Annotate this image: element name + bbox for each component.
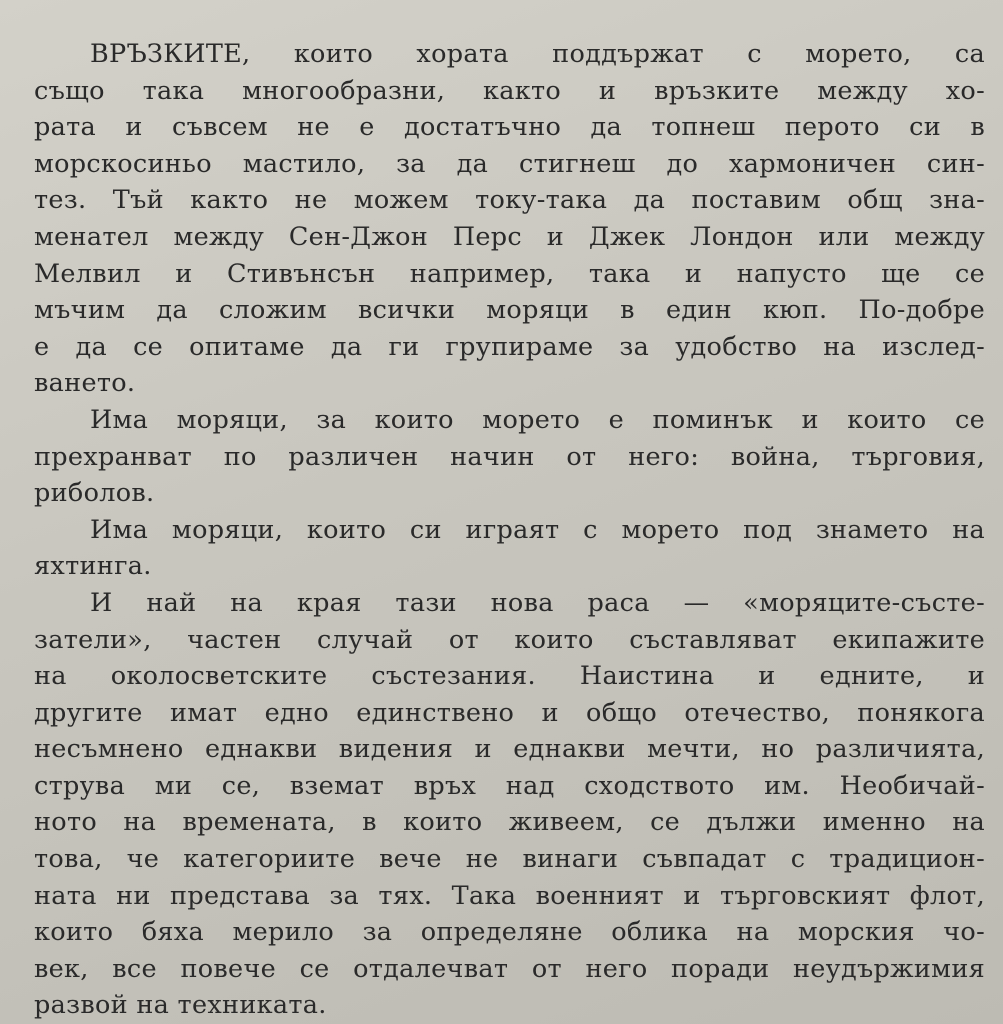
paragraph-3: [34, 512, 985, 585]
body-text: [34, 36, 985, 1024]
text-line: прехранват по различен начин от него: война, търговия,: [34, 441, 985, 472]
text-line: които бяха мерило за определяне облика на морския чо-: [34, 917, 985, 948]
text-line: ВРЪЗКИТЕ, които хората поддържат с морето, са: [90, 39, 985, 69]
text-line: яхтинга.: [34, 551, 152, 582]
text-line: рата и съвсем не е достатъчно да топнеш перото си в: [34, 112, 985, 143]
text-line: мъчим да сложим всички моряци в един кюп. По-добре: [34, 295, 985, 326]
paragraph-1: [34, 36, 985, 402]
text-line: менател между Сен-Джон Перс и Джек Лондон или между: [34, 221, 985, 252]
text-line: струва ми се, вземат връх над сходството им. Необичай-: [34, 770, 985, 801]
text-line: развой на техниката.: [34, 990, 327, 1021]
text-line: това, че категориите вече не винаги съвпадат с традицион-: [34, 844, 985, 875]
text-line: затели», частен случай от които съставляват екипажите: [34, 624, 985, 655]
text-line: Има моряци, които си играят с морето под знамето на: [90, 514, 985, 545]
paragraph-4: [34, 585, 985, 1024]
text-line: Мелвил и Стивънсън например, така и напусто ще се: [34, 258, 985, 289]
text-line: също така многообразни, както и връзките между хо-: [34, 75, 985, 106]
text-line: ната ни представа за тях. Така военният и търговският флот,: [34, 880, 985, 911]
paragraph-2: [34, 402, 985, 512]
text-line: ното на времената, в които живеем, се дължи именно на: [34, 807, 985, 838]
text-line: другите имат едно единствено и общо отечество, понякога: [34, 697, 985, 728]
text-line: И най на края тази нова раса — «моряците-състе-: [90, 587, 985, 618]
text-line: несъмнено еднакви видения и еднакви мечти, но различията,: [34, 734, 985, 765]
text-line: Има моряци, за които морето е поминък и които се: [90, 404, 985, 435]
text-line: ването.: [34, 368, 136, 399]
text-line: е да се опитаме да ги групираме за удобство на изслед-: [34, 331, 985, 362]
text-line: риболов.: [34, 478, 155, 509]
text-line: морскосиньо мастило, за да стигнеш до хармоничен син-: [34, 148, 985, 179]
text-line: на околосветските състезания. Наистина и едните, и: [34, 661, 985, 692]
text-line: век, все повече се отдалечват от него поради неудържимия: [34, 953, 985, 984]
text-line: тез. Тъй както не можем току-така да поставим общ зна-: [34, 185, 985, 216]
